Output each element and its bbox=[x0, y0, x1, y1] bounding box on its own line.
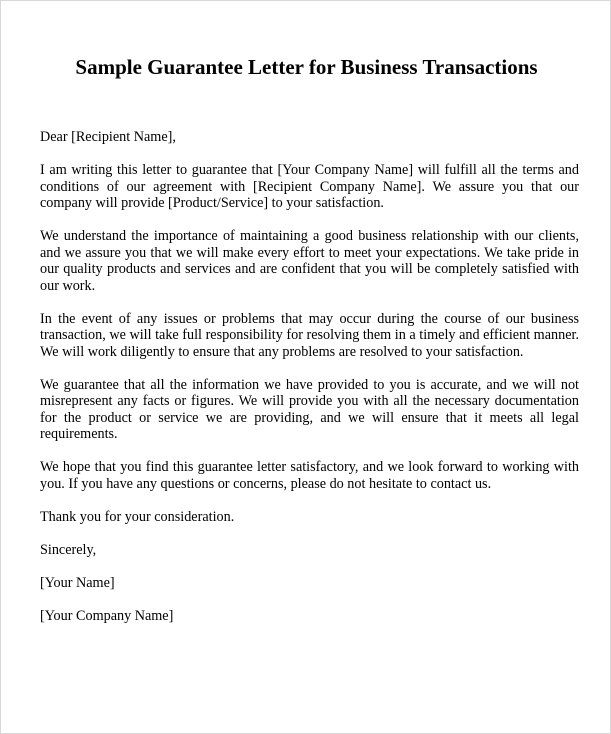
letter-title: Sample Guarantee Letter for Business Transactions bbox=[75, 55, 538, 79]
paragraph-information: We guarantee that all the information we have provided to you is accurate, and we will not misrepresent any facts or figures. We will provide you with all the necessary documentation for the product or service we are providing, and we will ensure that it meets all legal requirements. bbox=[40, 376, 579, 442]
paragraph-guarantee: I am writing this letter to guarantee that [Your Company Name] will fulfill all the terms and conditions of our agreement with [Recipient Company Name]. We assure you that our company will provide [Product/Service] to your satisfaction. bbox=[40, 162, 579, 211]
paragraph-relationship: We understand the importance of maintaining a good business relationship with our clients, and we assure you that we will make every effort to meet your expectations. We take pride in our quality products and services and are confident that you will be completely satisfied with our work. bbox=[40, 228, 579, 294]
salutation: Dear [Recipient Name], bbox=[40, 129, 176, 145]
signature-name: [Your Name] bbox=[40, 574, 115, 591]
paragraph-issues: In the event of any issues or problems that may occur during the course of our business transaction, we will take full responsibility for resolving them in a timely and efficient manner. We will work diligently to ensure that any problems are resolved to your satisfaction. bbox=[40, 310, 579, 360]
closing-line: Sincerely, bbox=[40, 541, 97, 558]
signature-company: [Your Company Name] bbox=[40, 607, 174, 624]
thanks-line: Thank you for your consideration. bbox=[40, 508, 235, 525]
letter-body bbox=[40, 129, 579, 641]
paragraph-closing-remarks: We hope that you find this guarantee letter satisfactory, and we look forward to working with you. If you have any questions or concerns, please do not hesitate to contact us. bbox=[40, 459, 579, 492]
